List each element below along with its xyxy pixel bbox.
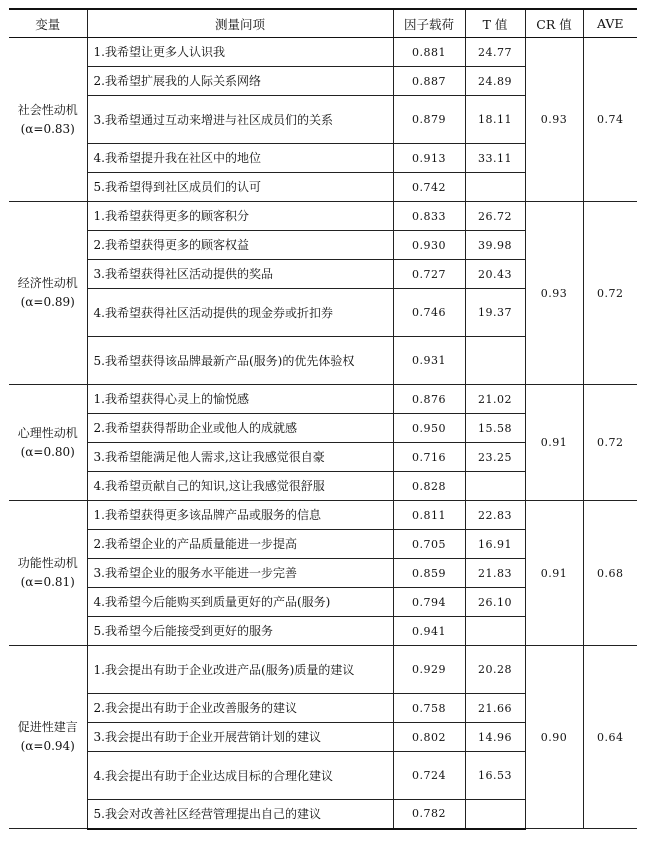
item-cell: 1.我会提出有助于企业改进产品(服务)质量的建议 — [87, 646, 393, 694]
loading-cell: 0.930 — [393, 231, 465, 260]
item-cell: 3.我希望企业的服务水平能进一步完善 — [87, 559, 393, 588]
cr-value-cell: 0.91 — [525, 501, 583, 646]
variable-alpha: (α=0.80) — [20, 444, 75, 459]
loading-cell: 0.758 — [393, 694, 465, 723]
loading-cell: 0.811 — [393, 501, 465, 530]
variable-cell — [9, 646, 87, 829]
variable-name: 功能性动机 — [17, 556, 78, 570]
table-row — [9, 501, 637, 530]
loading-cell: 0.794 — [393, 588, 465, 617]
loading-cell: 0.876 — [393, 385, 465, 414]
loading-cell: 0.950 — [393, 414, 465, 443]
table-body — [9, 38, 637, 829]
item-cell: 4.我希望贡献自己的知识,这让我感觉很舒服 — [87, 472, 393, 501]
t-value-cell: 19.37 — [465, 289, 525, 337]
variable-alpha: (α=0.94) — [20, 739, 75, 753]
variable-alpha: (α=0.83) — [20, 121, 75, 136]
table-row — [9, 385, 637, 414]
loading-cell: 0.929 — [393, 646, 465, 694]
variable-name: 心理性动机 — [17, 425, 78, 440]
header-loading: 因子载荷 — [393, 9, 465, 38]
ave-cell: 0.68 — [583, 501, 637, 646]
item-cell: 1.我希望获得更多该品牌产品或服务的信息 — [87, 501, 393, 530]
t-value-cell: 26.72 — [465, 202, 525, 231]
t-value-cell: 18.11 — [465, 96, 525, 144]
t-value-cell — [465, 800, 525, 829]
item-cell: 1.我希望获得更多的顾客积分 — [87, 202, 393, 231]
item-cell: 2.我希望获得帮助企业或他人的成就感 — [87, 414, 393, 443]
variable-cell — [9, 501, 87, 646]
header-row — [9, 9, 637, 38]
loading-cell: 0.881 — [393, 38, 465, 67]
t-value-cell: 14.96 — [465, 723, 525, 752]
loading-cell: 0.931 — [393, 337, 465, 385]
loading-cell: 0.828 — [393, 472, 465, 501]
t-value-cell: 24.77 — [465, 38, 525, 67]
table-row — [9, 202, 637, 231]
t-value-cell: 23.25 — [465, 443, 525, 472]
item-cell: 1.我希望获得心灵上的愉悦感 — [87, 385, 393, 414]
loading-cell: 0.913 — [393, 144, 465, 173]
item-cell: 3.我希望通过互动来增进与社区成员们的关系 — [87, 96, 393, 144]
cr-value-cell: 0.90 — [525, 646, 583, 829]
loading-cell: 0.716 — [393, 443, 465, 472]
cr-value-cell: 0.93 — [525, 202, 583, 385]
t-value-cell: 20.43 — [465, 260, 525, 289]
loading-cell: 0.879 — [393, 96, 465, 144]
loading-cell: 0.833 — [393, 202, 465, 231]
item-cell: 3.我希望能满足他人需求,这让我感觉很自豪 — [87, 443, 393, 472]
variable-name: 社会性动机 — [17, 102, 78, 117]
table-container — [9, 8, 637, 830]
header-ave: AVE — [583, 9, 637, 38]
loading-cell: 0.802 — [393, 723, 465, 752]
t-value-cell — [465, 617, 525, 646]
loading-cell: 0.859 — [393, 559, 465, 588]
cr-value-cell: 0.93 — [525, 38, 583, 202]
cr-value-cell: 0.91 — [525, 385, 583, 501]
header-item: 测量问项 — [87, 9, 393, 38]
item-cell: 4.我会提出有助于企业达成目标的合理化建议 — [87, 752, 393, 800]
variable-cell — [9, 385, 87, 501]
t-value-cell: 39.98 — [465, 231, 525, 260]
loading-cell: 0.705 — [393, 530, 465, 559]
loading-cell: 0.724 — [393, 752, 465, 800]
ave-cell: 0.74 — [583, 38, 637, 202]
variable-name: 经济性动机 — [17, 276, 78, 290]
ave-cell: 0.64 — [583, 646, 637, 829]
item-cell: 5.我会对改善社区经营管理提出自己的建议 — [87, 800, 393, 829]
variable-cell — [9, 38, 87, 202]
header-cr-value: CR 值 — [525, 9, 583, 38]
variable-alpha: (α=0.81) — [20, 575, 75, 589]
item-cell: 1.我希望让更多人认识我 — [87, 38, 393, 67]
t-value-cell: 16.53 — [465, 752, 525, 800]
t-value-cell: 21.66 — [465, 694, 525, 723]
item-cell: 2.我希望企业的产品质量能进一步提高 — [87, 530, 393, 559]
variable-cell — [9, 202, 87, 385]
t-value-cell: 21.02 — [465, 385, 525, 414]
t-value-cell: 21.83 — [465, 559, 525, 588]
item-cell: 4.我希望获得社区活动提供的现金券或折扣券 — [87, 289, 393, 337]
t-value-cell: 20.28 — [465, 646, 525, 694]
loading-cell: 0.727 — [393, 260, 465, 289]
t-value-cell — [465, 173, 525, 202]
ave-cell: 0.72 — [583, 202, 637, 385]
table-row — [9, 38, 637, 67]
item-cell: 2.我希望获得更多的顾客权益 — [87, 231, 393, 260]
item-cell: 3.我会提出有助于企业开展营销计划的建议 — [87, 723, 393, 752]
variable-alpha: (α=0.89) — [20, 295, 75, 309]
item-cell: 5.我希望获得该品牌最新产品(服务)的优先体验权 — [87, 337, 393, 385]
header-variable: 变量 — [9, 9, 87, 38]
loading-cell: 0.746 — [393, 289, 465, 337]
t-value-cell: 16.91 — [465, 530, 525, 559]
item-cell: 5.我希望今后能接受到更好的服务 — [87, 617, 393, 646]
loading-cell: 0.941 — [393, 617, 465, 646]
measurement-table — [9, 8, 637, 830]
t-value-cell: 22.83 — [465, 501, 525, 530]
loading-cell: 0.742 — [393, 173, 465, 202]
loading-cell: 0.887 — [393, 67, 465, 96]
t-value-cell: 15.58 — [465, 414, 525, 443]
item-cell: 3.我希望获得社区活动提供的奖品 — [87, 260, 393, 289]
table-row — [9, 646, 637, 694]
item-cell: 4.我希望今后能购买到质量更好的产品(服务) — [87, 588, 393, 617]
t-value-cell: 26.10 — [465, 588, 525, 617]
t-value-cell: 24.89 — [465, 67, 525, 96]
variable-name: 促进性建言 — [17, 720, 78, 734]
ave-cell: 0.72 — [583, 385, 637, 501]
t-value-cell — [465, 472, 525, 501]
loading-cell: 0.782 — [393, 800, 465, 829]
item-cell: 5.我希望得到社区成员们的认可 — [87, 173, 393, 202]
t-value-cell: 33.11 — [465, 144, 525, 173]
header-t-value: T 值 — [465, 9, 525, 38]
item-cell: 2.我会提出有助于企业改善服务的建议 — [87, 694, 393, 723]
t-value-cell — [465, 337, 525, 385]
item-cell: 2.我希望扩展我的人际关系网络 — [87, 67, 393, 96]
item-cell: 4.我希望提升我在社区中的地位 — [87, 144, 393, 173]
